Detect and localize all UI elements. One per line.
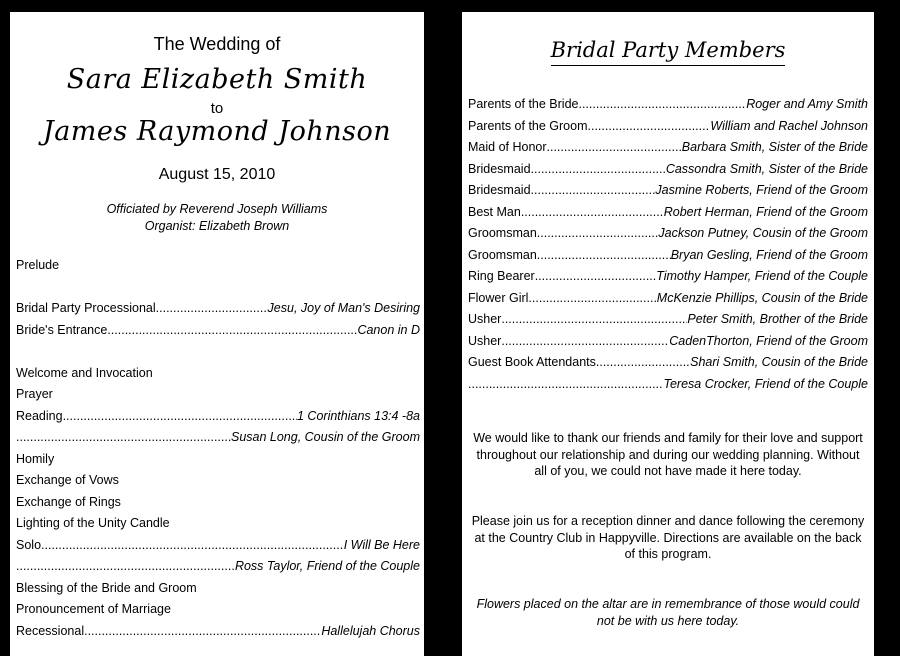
dot-leader [537, 223, 659, 245]
program-item [16, 320, 420, 342]
program-item [16, 363, 420, 385]
member-item [468, 202, 868, 224]
program-item [16, 298, 420, 320]
program-item [16, 470, 420, 492]
program-item-label: Welcome and Invocation [16, 365, 153, 380]
member-item-value: Robert Herman, Friend of the Groom [663, 204, 868, 219]
program-item [16, 449, 420, 471]
member-item-label: Guest Book Attendants [468, 355, 596, 369]
dot-leader [521, 202, 664, 224]
member-item [468, 245, 868, 267]
member-item-value: Jackson Putney, Cousin of the Groom [658, 226, 868, 240]
program-item [16, 255, 420, 277]
member-item [468, 94, 868, 116]
wedding-date: August 15, 2010 [158, 166, 276, 183]
member-item-value: Jasmine Roberts, Friend of the Groom [655, 183, 868, 197]
program-item [16, 427, 420, 449]
program-item-label: Exchange of Vows [16, 473, 119, 487]
member-item-value: CadenThorton, Friend of the Groom [669, 333, 868, 348]
dot-leader [107, 320, 357, 342]
program-item [16, 578, 420, 600]
member-item-label: Usher [468, 333, 502, 348]
dot-leader [468, 374, 663, 396]
dot-leader [537, 245, 671, 267]
program-item-label: Pronouncement of Marriage [16, 602, 171, 616]
dot-leader [63, 406, 297, 428]
program-item-label: Reading [16, 408, 63, 423]
dot-leader [531, 159, 666, 181]
member-item-label: Groomsman [468, 226, 537, 240]
member-item-value: Timothy Hamper, Friend of the Couple [656, 269, 868, 283]
program-item-label: Bride's Entrance [16, 322, 108, 337]
bridal-party-title [462, 38, 874, 62]
member-item-value: Shari Smith, Cousin of the Bride [690, 355, 868, 369]
member-item-value: Cassondra Smith, Sister of the Bride [665, 161, 868, 176]
member-item [468, 374, 868, 396]
to-word: to [210, 100, 224, 117]
wedding-heading: The Wedding of [153, 34, 281, 54]
program-item-label: Prelude [16, 258, 60, 272]
member-item-value: William and Rachel Johnson [710, 118, 868, 133]
bride-name: Sara Elizabeth Smith [66, 64, 368, 95]
program-item-value: I Will Be Here [343, 537, 420, 552]
dot-leader [528, 288, 656, 310]
member-item-label: Usher [468, 312, 502, 326]
program-item [16, 621, 420, 643]
program-item [16, 492, 420, 514]
member-item [468, 137, 868, 159]
member-item-label: Parents of the Groom [468, 118, 588, 133]
dot-leader [501, 331, 669, 353]
program-item-label: Exchange of Rings [16, 494, 121, 509]
member-item-label: Parents of the Bride [468, 97, 579, 111]
bridal-party-list [468, 94, 868, 395]
program-item-value: Canon in D [357, 322, 420, 337]
member-item [468, 159, 868, 181]
reception-paragraph: Please join us for a reception dinner and dance following the ceremony at the Country Club in Happyville. Directions are available on the back of this program. [471, 514, 865, 561]
order-of-service [16, 255, 420, 642]
thanks-paragraph: We would like to thank our friends and family for their love and support throughout our relationship and during our wedding planning. Without all of you, we could not have made it here today. [473, 431, 863, 478]
program-item [16, 556, 420, 578]
dot-leader [16, 427, 231, 449]
member-item [468, 266, 868, 288]
program-left-page [10, 12, 424, 656]
member-item [468, 309, 868, 331]
organist: Organist: Elizabeth Brown [144, 219, 290, 233]
program-item-value: Jesu, Joy of Man's Desiring [267, 301, 420, 315]
dot-leader [588, 116, 711, 138]
dot-leader [501, 309, 687, 331]
program-item-label: Solo [16, 537, 42, 552]
dot-leader [547, 137, 682, 159]
dot-leader [535, 266, 657, 288]
member-item-value: Bryan Gesling, Friend of the Groom [670, 247, 868, 262]
program-item-label: Lighting of the Unity Candle [16, 516, 170, 530]
program-item-label: Blessing of the Bride and Groom [16, 580, 197, 595]
member-item [468, 116, 868, 138]
dot-leader [578, 94, 746, 116]
program-right-page [462, 12, 874, 656]
member-item-label: Bridesmaid [468, 183, 531, 197]
member-item-label: Bridesmaid [468, 161, 531, 176]
member-item-label: Groomsman [468, 247, 537, 262]
program-item [16, 277, 420, 299]
dot-leader [41, 535, 344, 557]
bridal-party-title-text: Bridal Party Members [551, 38, 786, 66]
flowers-paragraph: Flowers placed on the altar are in remembrance of those would could not be with us here today. [476, 597, 860, 628]
program-item-value: 1 Corinthians 13:4 -8a [297, 408, 420, 423]
member-item [468, 331, 868, 353]
member-item [468, 288, 868, 310]
dot-leader [531, 180, 656, 202]
member-item-value: Roger and Amy Smith [746, 97, 868, 111]
dot-leader [84, 621, 321, 643]
program-item-value: Ross Taylor, Friend of the Couple [234, 559, 420, 573]
member-item-value: Barbara Smith, Sister of the Bride [681, 140, 868, 154]
member-item-label: Ring Bearer [468, 269, 535, 283]
program-item-value: Susan Long, Cousin of the Groom [230, 430, 420, 444]
dot-leader [16, 556, 235, 578]
member-item [468, 223, 868, 245]
program-item [16, 384, 420, 406]
dot-leader [156, 298, 268, 320]
member-item-label: Flower Girl [468, 290, 529, 305]
program-item-label: Prayer [16, 387, 53, 401]
program-item-label: Homily [16, 451, 55, 466]
program-item [16, 535, 420, 557]
dot-leader [596, 352, 690, 374]
program-item-label: Recessional [16, 623, 85, 638]
groom-name: James Raymond Johnson [42, 116, 392, 147]
member-item-value: Peter Smith, Brother of the Bride [687, 312, 868, 326]
program-item [16, 513, 420, 535]
member-item-value: McKenzie Phillips, Cousin of the Bride [656, 290, 868, 305]
program-item [16, 341, 420, 363]
officiant: Officiated by Reverend Joseph Williams [106, 202, 328, 216]
program-item-value: Hallelujah Chorus [321, 623, 420, 638]
program-item-label: Bridal Party Processional [16, 301, 156, 315]
program-item [16, 599, 420, 621]
member-item-label: Maid of Honor [468, 140, 547, 154]
member-item-value: Teresa Crocker, Friend of the Couple [663, 376, 868, 391]
member-item-label: Best Man [468, 204, 521, 219]
member-item [468, 180, 868, 202]
program-item [16, 406, 420, 428]
member-item [468, 352, 868, 374]
